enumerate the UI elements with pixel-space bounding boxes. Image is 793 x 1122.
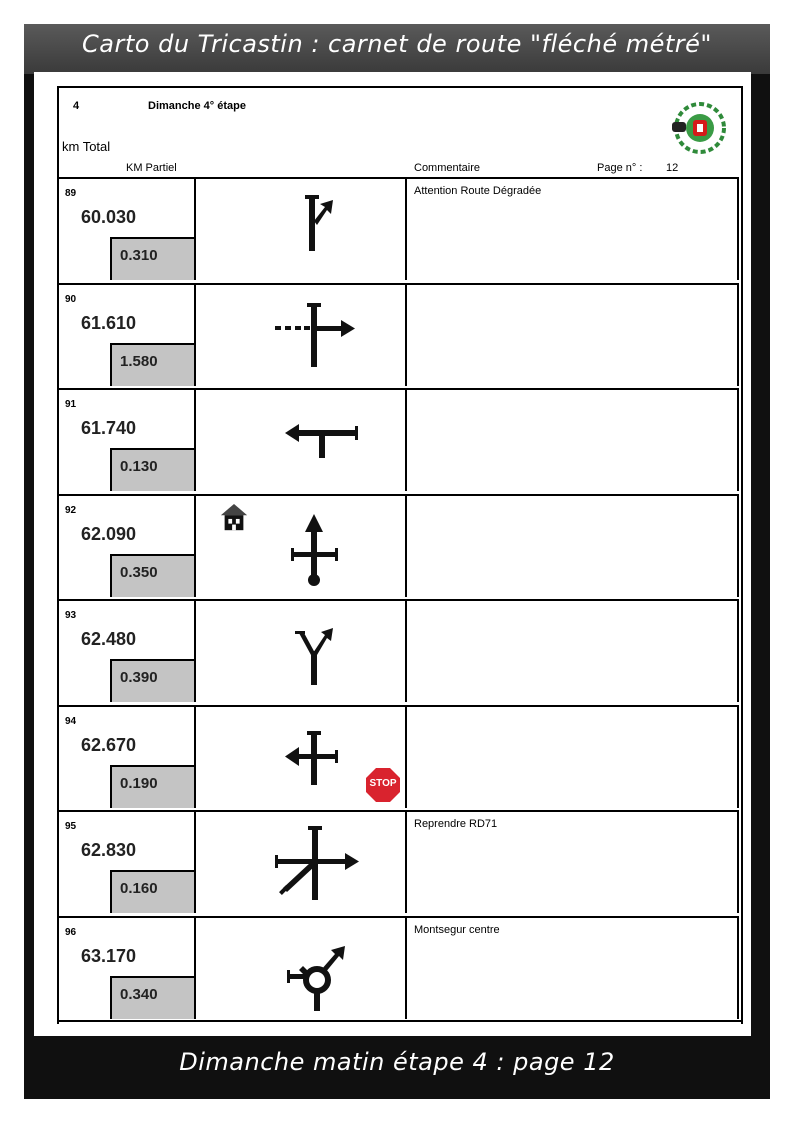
- column-divider: [194, 285, 196, 386]
- page-title: Carto du Tricastin : carnet de route "fléché métré": [82, 30, 712, 58]
- comment-label: Commentaire: [414, 162, 481, 174]
- waypoint-row: [57, 177, 739, 280]
- km-total-value: 62.830: [81, 840, 137, 860]
- page-footer: Dimanche matin étape 4 : page 12: [179, 1048, 615, 1076]
- turn-right-arrow-icon: [259, 295, 369, 381]
- column-divider: [405, 179, 407, 280]
- km-partial-value: 0.160: [110, 870, 194, 913]
- column-divider: [194, 601, 196, 702]
- waypoint-row: [57, 494, 739, 597]
- waypoint-row: [57, 283, 739, 386]
- waypoint-row: [57, 916, 739, 1019]
- km-partial-value: 0.310: [110, 237, 194, 280]
- page-number: 12: [666, 162, 679, 174]
- waypoint-comment: Reprendre RD71: [414, 818, 498, 830]
- left-crossroad-stop-icon: [259, 717, 369, 803]
- column-divider: [194, 918, 196, 1019]
- waypoint-number: 92: [65, 504, 77, 516]
- km-total-value: 62.090: [81, 523, 137, 544]
- waypoint-row: [57, 388, 739, 491]
- right-fork-arrow-icon: [259, 189, 369, 275]
- km-partial-value: 0.190: [110, 765, 194, 808]
- straight-crossroad-arrow-icon: [259, 506, 369, 592]
- waypoint-number: 89: [65, 188, 77, 199]
- km-partial-value: 1.580: [110, 343, 194, 386]
- waypoint-comment: Attention Route Dégradée: [414, 185, 542, 197]
- km-partial-value: 0.350: [110, 554, 194, 597]
- km-partial-value: 0.130: [110, 448, 194, 491]
- waypoint-number: 90: [65, 293, 77, 305]
- km-total-value: 62.670: [81, 734, 137, 755]
- column-divider: [405, 496, 407, 597]
- km-partial-value: 0.340: [110, 976, 194, 1019]
- stop-sign-icon: [365, 767, 401, 803]
- column-divider: [405, 601, 407, 702]
- column-divider: [405, 707, 407, 808]
- column-divider: [194, 707, 196, 808]
- km-total-value: 62.480: [81, 629, 137, 649]
- stop-sign-text: STOP: [369, 777, 397, 789]
- waypoint-number: 94: [65, 715, 77, 727]
- waypoint-row: [57, 705, 739, 808]
- y-fork-right-arrow-icon: [259, 611, 369, 697]
- waypoint-row: [57, 599, 739, 702]
- column-divider: [194, 179, 196, 280]
- page-label: Page n° :: [597, 162, 643, 174]
- multi-junction-right-arrow-icon: [259, 822, 369, 908]
- waypoint-comment: Montsegur centre: [414, 923, 500, 936]
- km-total-value: 61.740: [81, 418, 137, 438]
- km-total-value: 63.170: [81, 945, 137, 966]
- stage-label: Dimanche 4° étape: [148, 100, 246, 112]
- column-divider: [194, 812, 196, 913]
- sheet-bottom-border: [57, 1020, 741, 1022]
- stage-number: 4: [73, 100, 80, 112]
- column-divider: [405, 390, 407, 491]
- km-partial-value: 0.390: [110, 659, 194, 702]
- house-icon: [219, 502, 249, 534]
- column-divider: [194, 390, 196, 491]
- km-total-value: 61.610: [81, 312, 137, 333]
- km-partial-label: KM Partiel: [126, 162, 177, 174]
- waypoint-number: 91: [65, 399, 77, 410]
- waypoint-number: 93: [65, 610, 77, 621]
- column-divider: [405, 285, 407, 386]
- km-total-label: km Total: [62, 139, 111, 154]
- club-logo-icon: [662, 100, 734, 156]
- column-divider: [405, 812, 407, 913]
- turn-left-t-junction-icon: [259, 400, 369, 486]
- roundabout-arrow-icon: [259, 928, 369, 1014]
- waypoint-row: [57, 810, 739, 913]
- waypoint-number: 95: [65, 821, 77, 832]
- column-divider: [405, 918, 407, 1019]
- column-divider: [194, 496, 196, 597]
- waypoint-number: 96: [65, 926, 77, 938]
- km-total-value: 60.030: [81, 207, 137, 227]
